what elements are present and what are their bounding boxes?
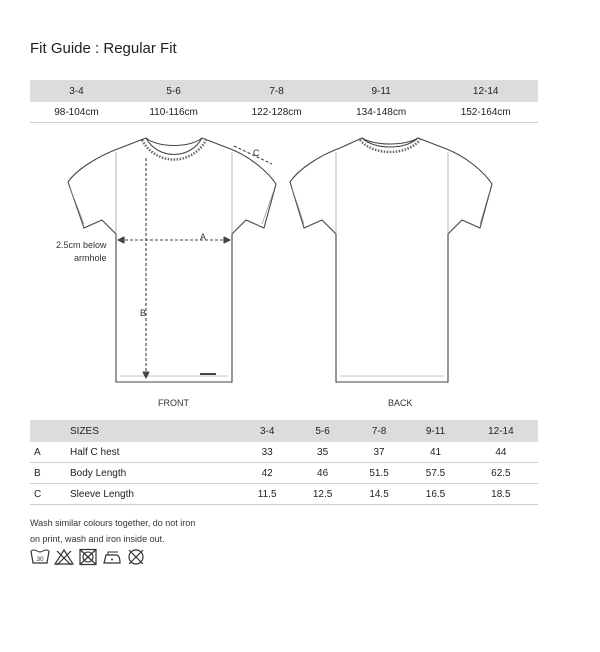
height-cell: 122-128cm <box>224 102 329 123</box>
row-value: 51.5 <box>351 463 407 484</box>
row-value: 57.5 <box>407 463 463 484</box>
wash-30-icon <box>30 548 50 566</box>
back-shirt-outline <box>290 138 492 382</box>
care-symbols <box>30 548 146 566</box>
size-chart-table <box>30 420 538 505</box>
no-tumble-dry-icon <box>78 548 98 566</box>
row-value: 12.5 <box>294 484 350 505</box>
row-value: 44 <box>464 442 538 463</box>
height-cell: 134-148cm <box>329 102 434 123</box>
armhole-note: armhole <box>74 253 107 263</box>
age-height-table <box>30 80 538 123</box>
row-code: B <box>30 463 70 484</box>
care-line: Wash similar colours together, do not iron <box>30 518 196 528</box>
row-value: 62.5 <box>464 463 538 484</box>
row-name: Half C hest <box>70 442 240 463</box>
no-dry-clean-icon <box>126 548 146 566</box>
mark-a-label: A <box>200 232 207 242</box>
care-instructions <box>30 515 230 547</box>
tshirt-illustration <box>40 128 540 418</box>
row-value: 42 <box>240 463 294 484</box>
age-cell: 12-14 <box>433 80 538 102</box>
front-collar <box>146 138 202 155</box>
page-title: Fit Guide : Regular Fit <box>30 40 177 57</box>
mark-c-label: C <box>253 148 260 158</box>
row-name: Sleeve Length <box>70 484 240 505</box>
height-row <box>30 102 538 123</box>
row-value: 41 <box>407 442 463 463</box>
height-cell: 110-116cm <box>123 102 224 123</box>
mark-b-label: B <box>140 308 147 318</box>
row-value: 18.5 <box>464 484 538 505</box>
row-value: 37 <box>351 442 407 463</box>
table-row <box>30 463 538 484</box>
size-header-cell: 5-6 <box>294 420 350 442</box>
row-code: A <box>30 442 70 463</box>
wash-temp-text: 30 <box>36 556 44 563</box>
table-row <box>30 484 538 505</box>
row-value: 11.5 <box>240 484 294 505</box>
row-name: Body Length <box>70 463 240 484</box>
row-value: 16.5 <box>407 484 463 505</box>
front-label: FRONT <box>158 398 189 408</box>
tshirt-drawings <box>40 128 540 418</box>
size-header-cell: 9-11 <box>407 420 463 442</box>
row-value: 14.5 <box>351 484 407 505</box>
iron-low-icon <box>102 548 122 566</box>
size-header-cell: 7-8 <box>351 420 407 442</box>
armhole-note: 2.5cm below <box>56 240 107 250</box>
height-cell: 152-164cm <box>433 102 538 123</box>
size-header-cell: 12-14 <box>464 420 538 442</box>
age-cell: 3-4 <box>30 80 123 102</box>
no-bleach-icon <box>54 548 74 566</box>
age-cell: 5-6 <box>123 80 224 102</box>
care-line: on print, wash and iron inside out. <box>30 534 165 544</box>
height-cell: 98-104cm <box>30 102 123 123</box>
size-header-label: SIZES <box>70 420 240 442</box>
size-header-cell: 3-4 <box>240 420 294 442</box>
size-header-row <box>30 420 538 442</box>
size-header-code <box>30 420 70 442</box>
row-code: C <box>30 484 70 505</box>
row-value: 33 <box>240 442 294 463</box>
table-row <box>30 442 538 463</box>
row-value: 46 <box>294 463 350 484</box>
age-cell: 9-11 <box>329 80 434 102</box>
back-label: BACK <box>388 398 413 408</box>
row-value: 35 <box>294 442 350 463</box>
age-cell: 7-8 <box>224 80 329 102</box>
age-row <box>30 80 538 102</box>
